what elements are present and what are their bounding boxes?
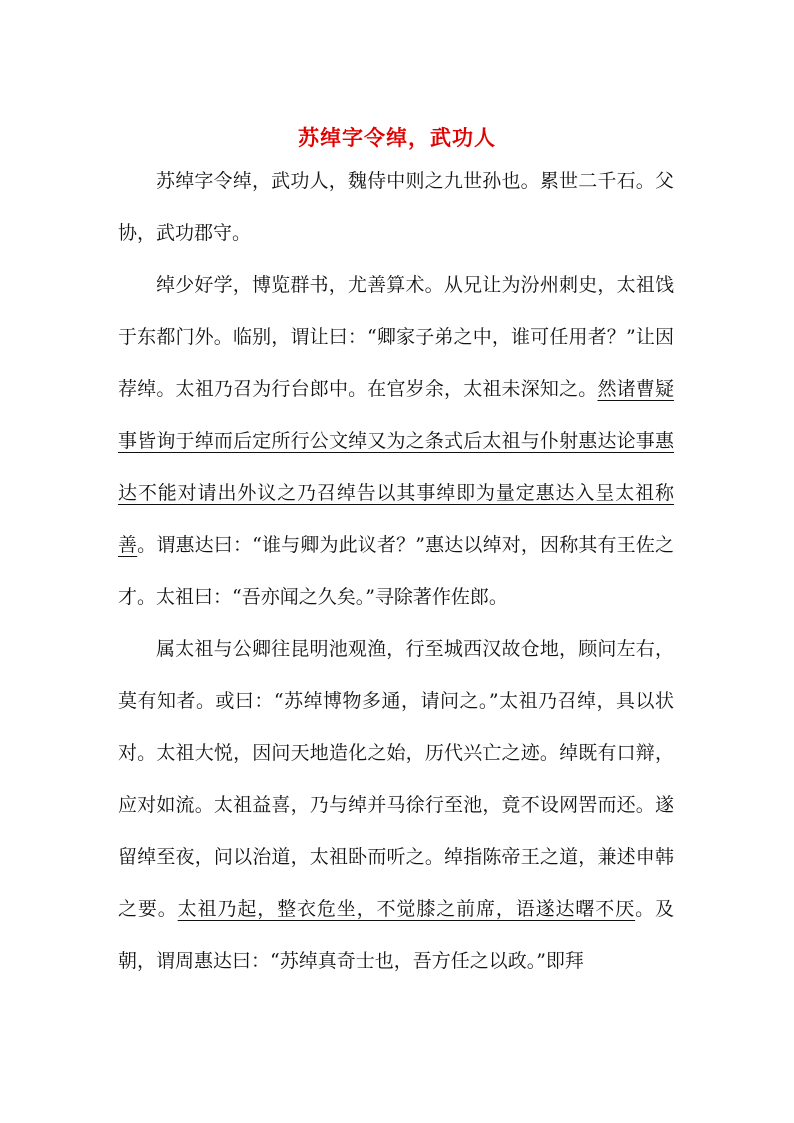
paragraph-1-text: 苏绰字令绰，武功人，魏侍中则之九世孙也。累世二千石。父协，武功郡守。: [118, 170, 674, 244]
paragraph-2-underlined-passage: 然诸曹疑事皆询于绰而后定所行公文绰又为之条式后太祖与仆射惠达论事惠达不能对请出外议之乃召绰告以其事绰即为量定惠达入呈太祖称善: [118, 378, 674, 556]
paragraph-3-text-b: 。及朝，谓周惠达曰：“苏绰真奇士也，吾方任之以政。”即拜: [118, 898, 674, 972]
paragraph-3-underlined-passage: 太祖乃起，整衣危坐，不觉膝之前席，语遂达曙不厌: [177, 898, 636, 920]
paragraph-2-text-b: 。谓惠达曰：“谁与卿为此议者？”惠达以绰对，因称其有王佐之才。太祖曰：“吾亦闻之久矣。”寻除著作佐郎。: [118, 534, 674, 608]
paragraph-2: [118, 259, 674, 623]
paragraph-2-text-a: 绰少好学，博览群书，尤善算术。从兄让为汾州刺史，太祖饯于东都门外。临别，谓让曰：“卿家子弟之中，谁可任用者？”让因荐绰。太祖乃召为行台郎中。在官岁余，太祖未深知之。: [118, 274, 674, 400]
page-title: 苏绰字令绰，武功人: [298, 125, 496, 151]
paragraph-1: [118, 155, 674, 259]
paragraph-3-text-a: 属太祖与公卿往昆明池观渔，行至城西汉故仓地，顾问左右，莫有知者。或曰：“苏绰博物多通，请问之。”太祖乃召绰，具以状对。太祖大悦，因问天地造化之始，历代兴亡之迹。绰既有口辩，应对如流。太祖益喜，乃与绰并马徐行至池，竟不设网罟而还。遂留绰至夜，问以治道，太祖卧而听之。绰指陈帝王之道，兼述申韩之要。: [118, 638, 674, 920]
paragraph-3: [118, 623, 674, 987]
document-body: [118, 155, 674, 987]
